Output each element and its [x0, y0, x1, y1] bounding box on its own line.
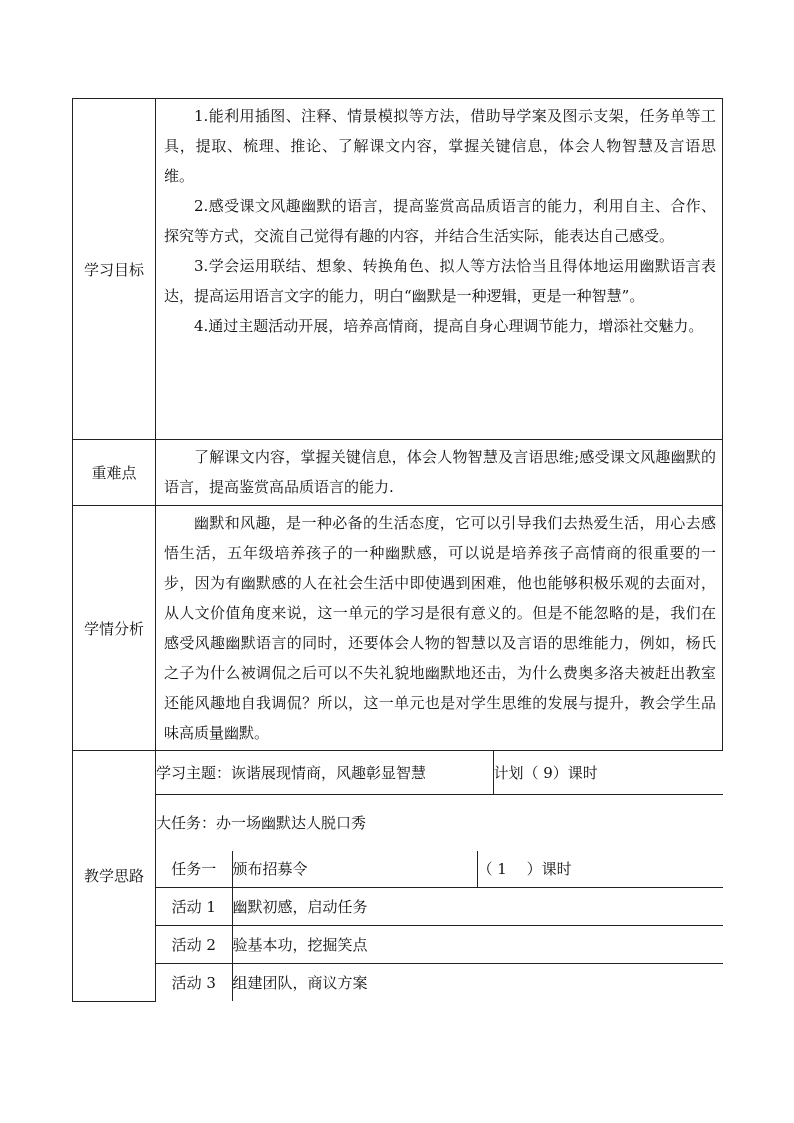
teaching-theme-table — [156, 751, 723, 851]
objective-1: 1.能利用插图、注释、情景模拟等方法，借助导学案及图示支架，任务单等工具，提取、梳理、推论、了解课文内容，掌握关键信息，体会人物智慧及言语思维。 — [164, 107, 716, 185]
activity-label: 活动 2 — [156, 925, 232, 963]
analysis-text: 幽默和风趣，是一种必备的生活态度，它可以引导我们去热爱生活，用心去感悟生活，五年级培养孩子的一种幽默感，可以说是培养孩子高情商的很重要的一步，因为有幽默感的人在社会生活中即使遇到困难，他也能够积极乐观的去面对，从人文价值角度来说，这一单元的学习是很有意义的。但是不能忽略的是，我们在感受风趣幽默语言的同时，还要体会人物的智慧以及言语的思维能力，例如，杨氏之子为什么被调侃之后可以不失礼貌地幽默地还击，为什么费奥多洛夫被赶出教室还能风趣地自我调侃？所以，这一单元也是对学生思维的发展与提升，教会学生品味高质量幽默。 — [164, 514, 716, 742]
task-label: 任务一 — [156, 851, 232, 887]
activity-label: 活动 1 — [156, 887, 232, 925]
task-name: 颁布招募令 — [232, 851, 477, 887]
key-points-row — [73, 440, 723, 506]
objective-4: 4.通过主题活动开展，培养高情商，提高自身心理调节能力，增添社交魅力。 — [194, 317, 704, 335]
objective-2: 2.感受课文风趣幽默的语言，提高鉴赏高品质语言的能力，利用自主、合作、探究等方式，交流自己觉得有趣的内容，并结合生活实际，能表达自己感受。 — [164, 197, 716, 245]
activity-row — [156, 963, 723, 1001]
lesson-plan-table — [72, 98, 723, 1002]
big-task: 大任务：办一场幽默达人脱口秀 — [156, 794, 723, 851]
teaching-label: 教学思路 — [73, 751, 156, 1002]
analysis-content — [156, 506, 723, 751]
activity-label: 活动 3 — [156, 963, 232, 1001]
key-points-label: 重难点 — [73, 440, 156, 506]
learning-theme: 学习主题：诙谐展现情商，风趣彰显智慧 — [156, 751, 493, 794]
task-hours: （ 1 ）课时 — [477, 851, 723, 887]
objective-3: 3.学会运用联结、想象、转换角色、拟人等方法恰当且得体地运用幽默语言表达，提高运用语言文字的能力，明白“幽默是一种逻辑，更是一种智慧”。 — [164, 257, 716, 305]
activity-row — [156, 925, 723, 963]
key-points-content — [156, 440, 723, 506]
analysis-label: 学情分析 — [73, 506, 156, 751]
analysis-row — [73, 506, 723, 751]
activity-text: 幽默初感，启动任务 — [232, 887, 723, 925]
key-points-text: 了解课文内容，掌握关键信息，体会人物智慧及言语思维;感受课文风趣幽默的语言，提高鉴赏高品质语言的能力. — [164, 448, 716, 496]
objectives-row — [73, 99, 723, 440]
activity-row — [156, 887, 723, 925]
task-row — [156, 851, 723, 887]
teaching-content — [156, 751, 723, 1002]
plan-hours: 计划（ 9）课时 — [493, 751, 723, 794]
task-activity-table — [156, 851, 723, 1001]
activity-text: 验基本功，挖掘笑点 — [232, 925, 723, 963]
activity-text: 组建团队，商议方案 — [232, 963, 723, 1001]
objectives-label: 学习目标 — [73, 99, 156, 440]
objectives-content — [156, 99, 723, 440]
teaching-row — [73, 751, 723, 1002]
